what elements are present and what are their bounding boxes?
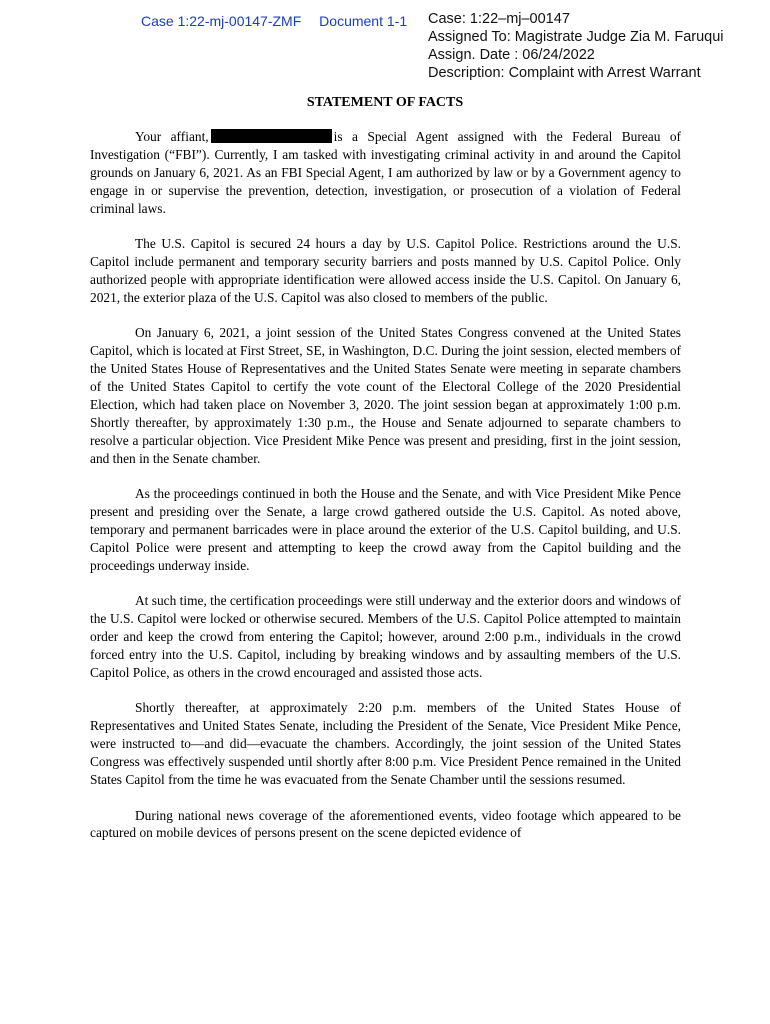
paragraph-1 bbox=[90, 128, 681, 218]
stamp-case: Case: 1:22–mj–00147 bbox=[428, 11, 570, 27]
document-body bbox=[90, 128, 681, 860]
page-title: STATEMENT OF FACTS bbox=[306, 95, 464, 110]
redaction-box bbox=[211, 129, 332, 143]
stamp-assign-date: Assign. Date : 06/24/2022 bbox=[428, 47, 595, 63]
paragraph-4: As the proceedings continued in both the House and the Senate, and with Vice President Mike Pence present and presiding over the Senate, a large crowd gathered outside the U.S. Capitol. As noted above, temporary and permanent barricades were in place around the exterior of the U.S. Capitol building, and U.S. Capitol Police were present and attempting to keep the crowd away from the Capitol building and the proceedings underway inside. bbox=[90, 486, 681, 573]
paragraph-5: At such time, the certification proceedings were still underway and the exterior doors and windows of the U.S. Capitol were locked or otherwise secured. Members of the U.S. Capitol Police attempted to maintain order and keep the crowd from entering the Capitol; however, around 2:00 p.m., individuals in the crowd forced entry into the U.S. Capitol, including by breaking windows and by assaulting members of the U.S. Capitol Police, as others in the crowd encouraged and assisted those acts. bbox=[90, 593, 681, 680]
document-number-header: Document 1-1 bbox=[319, 13, 408, 29]
paragraph-6: Shortly thereafter, at approximately 2:20 p.m. members of the United States House of Representatives and United States Senate, including the President of the Senate, Vice President Mike Pence, were instructed to—and did—evacuate the chambers. Accordingly, the joint session of the United States Congress was effectively suspended until shortly after 8:00 p.m. Vice President Pence remained in the United States Capitol from the time he was evacuated from the Senate Chamber until the sessions resumed. bbox=[90, 700, 681, 788]
paragraph-3: On January 6, 2021, a joint session of the United States Congress convened at the United States Capitol, which is located at First Street, SE, in Washington, D.C. During the joint session, elected members of the United States House of Representatives and the United States Senate were meeting in separate chambers of the United States Capitol to certify the vote count of the Electoral College of the 2020 Presidential Election, which had taken place on November 3, 2020. The joint session began at approximately 1:00 p.m. Shortly thereafter, by approximately 1:30 p.m., the House and Senate adjourned to separate chambers to resolve a particular objection. Vice President Mike Pence was present and presiding, first in the joint session, and then in the Senate chamber. bbox=[90, 325, 681, 466]
paragraph-7: During national news coverage of the aforementioned events, video footage which appeared to be captured on mobile devices of persons present on the scene depicted evidence of bbox=[90, 807, 681, 841]
paragraph-1-start: Your affiant, bbox=[135, 129, 209, 144]
stamp-description: Description: Complaint with Arrest Warrant bbox=[428, 65, 701, 81]
case-number-header: Case 1:22-mj-00147-ZMF bbox=[141, 13, 302, 29]
stamp-assigned: Assigned To: Magistrate Judge Zia M. Faruqui bbox=[428, 29, 724, 45]
paragraph-1-rest: is a Special Agent assigned with the Federal Bureau of Investigation (“FBI”). Currently, I am tasked with investigating criminal activity in and around the Capitol grounds on January 6, 2021. As an FBI Special Agent, I am authorized by law or by a Government agency to engage in or supervise the prevention, detection, investigation, or prosecution of a violation of Federal criminal laws. bbox=[90, 129, 681, 216]
filing-header bbox=[141, 13, 407, 29]
case-assignment-stamp bbox=[428, 10, 724, 82]
paragraph-2: The U.S. Capitol is secured 24 hours a day by U.S. Capitol Police. Restrictions around the U.S. Capitol include permanent and temporary security barriers and posts manned by U.S. Capitol Police. Only authorized people with appropriate identification were allowed access inside the U.S. Capitol. On January 6, 2021, the exterior plaza of the U.S. Capitol was also closed to members of the public. bbox=[90, 236, 681, 305]
